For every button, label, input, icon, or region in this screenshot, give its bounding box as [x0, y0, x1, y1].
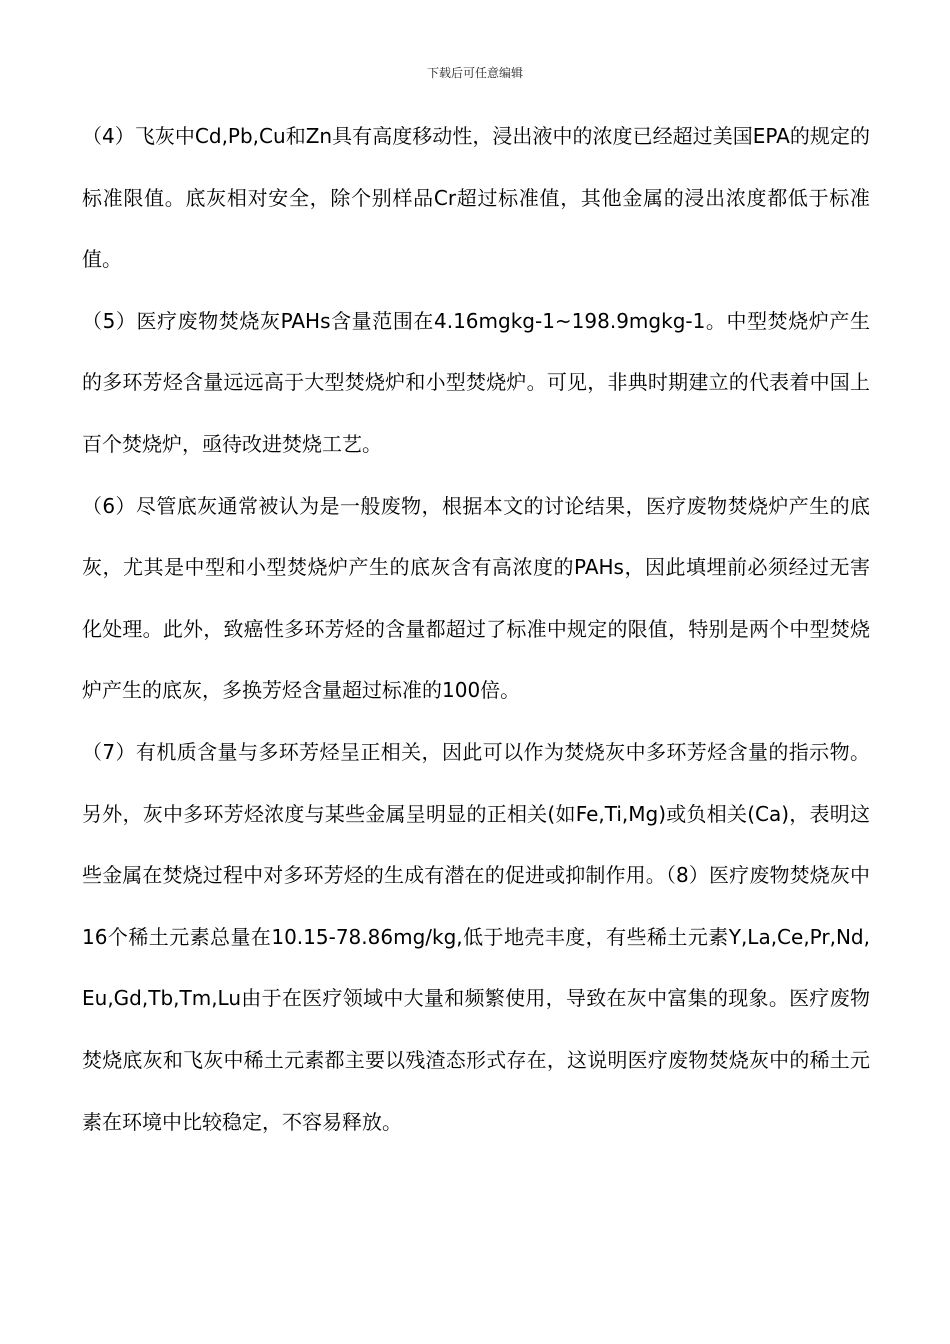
paragraph-4: （4）飞灰中Cd,Pb,Cu和Zn具有高度移动性，浸出液中的浓度已经超过美国EPA的规定的标准限值。底灰相对安全，除个别样品Cr超过标准值，其他金属的浸出浓度都低于标准值。	[82, 124, 870, 272]
paragraph-5: （5）医疗废物焚烧灰PAHs含量范围在4.16mgkg-1~198.9mgkg-1。中型焚烧炉产生的多环芳烃含量远远高于大型焚烧炉和小型焚烧炉。可见，非典时期建立的代表着中国上百个焚烧炉，亟待改进焚烧工艺。	[82, 308, 870, 456]
page-header: 下载后可任意编辑	[426, 66, 523, 80]
paragraph-6: （6）尽管底灰通常被认为是一般废物，根据本文的讨论结果，医疗废物焚烧炉产生的底灰，尤其是中型和小型焚烧炉产生的底灰含有高浓度的PAHs，因此填埋前必须经过无害化处理。此外，致癌性多环芳烃的含量都超过了标准中规定的限值，特别是两个中型焚烧炉产生的底灰，多换芳烃含量超过标准的100倍。	[82, 493, 870, 703]
document-body	[82, 106, 870, 1153]
paragraph-7: （7）有机质含量与多环芳烃呈正相关，因此可以作为焚烧灰中多环芳烃含量的指示物。另外，灰中多环芳烃浓度与某些金属呈明显的正相关(如Fe,Ti,Mg)或负相关(Ca)，表明这些金属在焚烧过程中对多环芳烃的生成有潜在的促进或抑制作用。（8）医疗废物焚烧灰中16个稀土元素总量在10.15-78.86mg/kg,低于地壳丰度，有些稀土元素Y,La,Ce,Pr,Nd,Eu,Gd,Tb,Tm,Lu由于在医疗领域中大量和频繁使用，导致在灰中富集的现象。医疗废物焚烧底灰和飞灰中稀土元素都主要以残渣态形式存在，这说明医疗废物焚烧灰中的稀土元素在环境中比较稳定，不容易释放。	[82, 739, 870, 1134]
